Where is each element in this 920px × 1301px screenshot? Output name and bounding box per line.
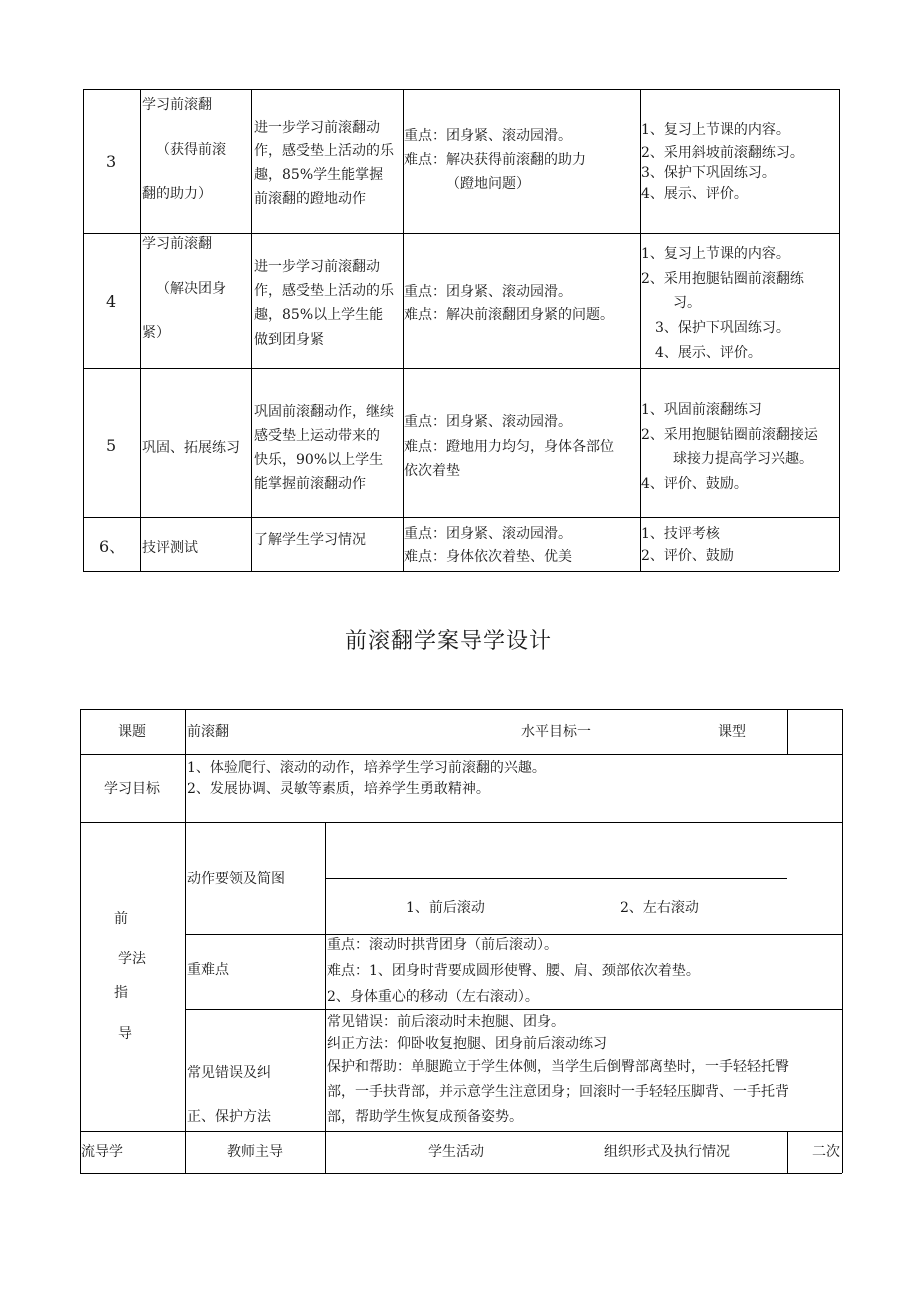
table-rule [140, 89, 141, 571]
table-rule [83, 368, 839, 369]
row-objective: 快乐，90%以上学生 [254, 452, 384, 468]
row-objective: 能掌握前滚翻动作 [254, 476, 366, 492]
row-objective: 了解学生学习情况 [254, 532, 366, 548]
errors-line: 常见错误：前后滚动时未抱腿、团身。 [327, 1014, 565, 1030]
row-key-points: 难点：蹬地用力均匀，身体各部位 [404, 439, 614, 455]
table-rule [83, 571, 839, 572]
row-method: 2、采用斜坡前滚翻练习。 [641, 145, 804, 161]
row-method: 1、复习上节课的内容。 [641, 246, 790, 262]
guide-label: 导 [118, 1026, 132, 1042]
footer-cell: 二次 [812, 1144, 840, 1160]
row-method: 4、展示、评价。 [641, 186, 748, 202]
row-objective: 前滚翻的蹬地动作 [254, 191, 366, 207]
table-rule [251, 89, 252, 571]
row-key-points: 重点：团身紧、滚动园滑。 [404, 526, 572, 542]
goal-label: 学习目标 [104, 781, 160, 797]
row-topic: 紧） [142, 325, 170, 341]
row-number: 5 [106, 436, 117, 455]
errors-line: 保护和帮助：单腿跪立于学生体侧，当学生后倒臀部离垫时，一手轻轻托臀 [327, 1059, 789, 1075]
row-objective: 作，感受垫上活动的乐 [254, 283, 394, 299]
row-key-points: 重点：团身紧、滚动园滑。 [404, 284, 572, 300]
row-topic: 技评测试 [142, 540, 198, 556]
row-method: 习。 [673, 295, 701, 311]
row-key-points: 难点：解决获得前滚翻的助力 [404, 152, 586, 168]
row-objective: 感受垫上运动带来的 [254, 428, 380, 444]
errors-label: 正、保护方法 [187, 1109, 271, 1125]
row-topic: 翻的助力） [142, 186, 212, 202]
level-value: 水平目标一 [521, 724, 591, 740]
row-objective: 做到团身紧 [254, 332, 324, 348]
row-method: 2、采用抱腿钻圈前滚翻接运 [641, 427, 818, 443]
figure-divider [325, 878, 787, 879]
row-key-points: 重点：团身紧、滚动园滑。 [404, 414, 572, 430]
row-method: 1、复习上节课的内容。 [641, 122, 790, 138]
row-number: 4 [106, 292, 117, 311]
row-method: 2、评价、鼓励 [641, 548, 734, 564]
table-rule [80, 1173, 842, 1174]
row-method: 球接力提高学习兴趣。 [673, 451, 813, 467]
table-rule [80, 822, 842, 823]
row-key-points: 难点：解决前滚翻团身紧的问题。 [404, 307, 614, 323]
difficulty-line: 2、身体重心的移动（左右滚动）。 [327, 989, 539, 1005]
difficulty-line: 重点：滚动时拱背团身（前后滚动）。 [327, 937, 558, 953]
row-number: 6、 [99, 537, 126, 556]
row-topic: 巩固、拓展练习 [142, 440, 240, 456]
row-key-points: 难点：身体依次着垫、优美 [404, 549, 572, 565]
table-rule [80, 754, 842, 755]
table-rule [83, 517, 839, 518]
difficulty-line: 难点：1、团身时背要成圆形使臀、腰、肩、颈部依次着垫。 [327, 963, 700, 979]
guide-label: 前 [114, 911, 128, 927]
table-rule [83, 89, 84, 571]
row-objective: 趣，85%以上学生能 [254, 307, 384, 323]
row-topic: 学习前滚翻 [142, 236, 212, 252]
row-topic: 学习前滚翻 [142, 97, 212, 113]
table-rule [80, 1131, 842, 1132]
figure-caption: 2、左右滚动 [620, 900, 699, 916]
section-title: 前滚翻学案导学设计 [345, 629, 553, 654]
row-objective: 进一步学习前滚翻动 [254, 120, 380, 136]
footer-cell: 学生活动 [428, 1144, 484, 1160]
topic-value: 前滚翻 [187, 724, 229, 740]
table-rule [787, 709, 788, 754]
row-method: 3、保护下巩固练习。 [655, 320, 790, 336]
footer-cell: 组织形式及执行情况 [604, 1144, 730, 1160]
errors-label: 常见错误及纠 [187, 1065, 271, 1081]
table-rule [839, 89, 840, 571]
table-rule [80, 709, 842, 710]
topic-label: 课题 [118, 724, 146, 740]
row-method: 4、评价、鼓励。 [641, 476, 748, 492]
table-rule [842, 709, 843, 1173]
errors-line: 部，帮助学生恢复成预备姿势。 [327, 1109, 523, 1125]
figure-caption: 1、前后滚动 [406, 900, 485, 916]
row-key-points: 重点：团身紧、滚动园滑。 [404, 128, 572, 144]
row-objective: 巩固前滚翻动作，继续 [254, 404, 394, 420]
goal-line: 2、发展协调、灵敏等素质，培养学生勇敢精神。 [187, 781, 490, 797]
row-method: 3、保护下巩固练习。 [641, 165, 776, 181]
essentials-label: 动作要领及简图 [187, 871, 285, 887]
row-key-points: （蹬地问题） [446, 176, 530, 192]
row-topic: （获得前滚 [156, 142, 226, 158]
row-key-points: 依次着垫 [404, 463, 460, 479]
difficulty-label: 重难点 [187, 962, 229, 978]
row-objective: 作，感受垫上活动的乐 [254, 143, 394, 159]
row-topic: （解决团身 [156, 281, 226, 297]
errors-line: 部，一手扶背部，并示意学生注意团身；回滚时一手轻轻压脚背、一手托背 [327, 1084, 789, 1100]
row-method: 4、展示、评价。 [655, 345, 762, 361]
errors-line: 纠正方法：仰卧收复抱腿、团身前后滚动练习 [327, 1036, 607, 1052]
type-label: 课型 [718, 724, 746, 740]
guide-label: 学法 [118, 951, 146, 967]
table-rule [83, 89, 839, 90]
row-objective: 进一步学习前滚翻动 [254, 259, 380, 275]
footer-cell: 流导学 [81, 1144, 123, 1160]
table-rule [787, 1131, 788, 1173]
row-method: 1、技评考核 [641, 526, 720, 542]
table-rule [185, 709, 186, 1173]
row-objective: 趣，85%学生能掌握 [254, 167, 384, 183]
table-rule [325, 822, 326, 1173]
table-rule [185, 1009, 842, 1010]
row-number: 3 [106, 152, 117, 171]
row-method: 1、巩固前滚翻练习 [641, 402, 762, 418]
footer-cell: 教师主导 [227, 1144, 283, 1160]
guide-label: 指 [114, 985, 128, 1001]
row-method: 2、采用抱腿钻圈前滚翻练 [641, 271, 804, 287]
table-rule [80, 709, 81, 1173]
goal-line: 1、体验爬行、滚动的动作，培养学生学习前滚翻的兴趣。 [187, 760, 546, 776]
